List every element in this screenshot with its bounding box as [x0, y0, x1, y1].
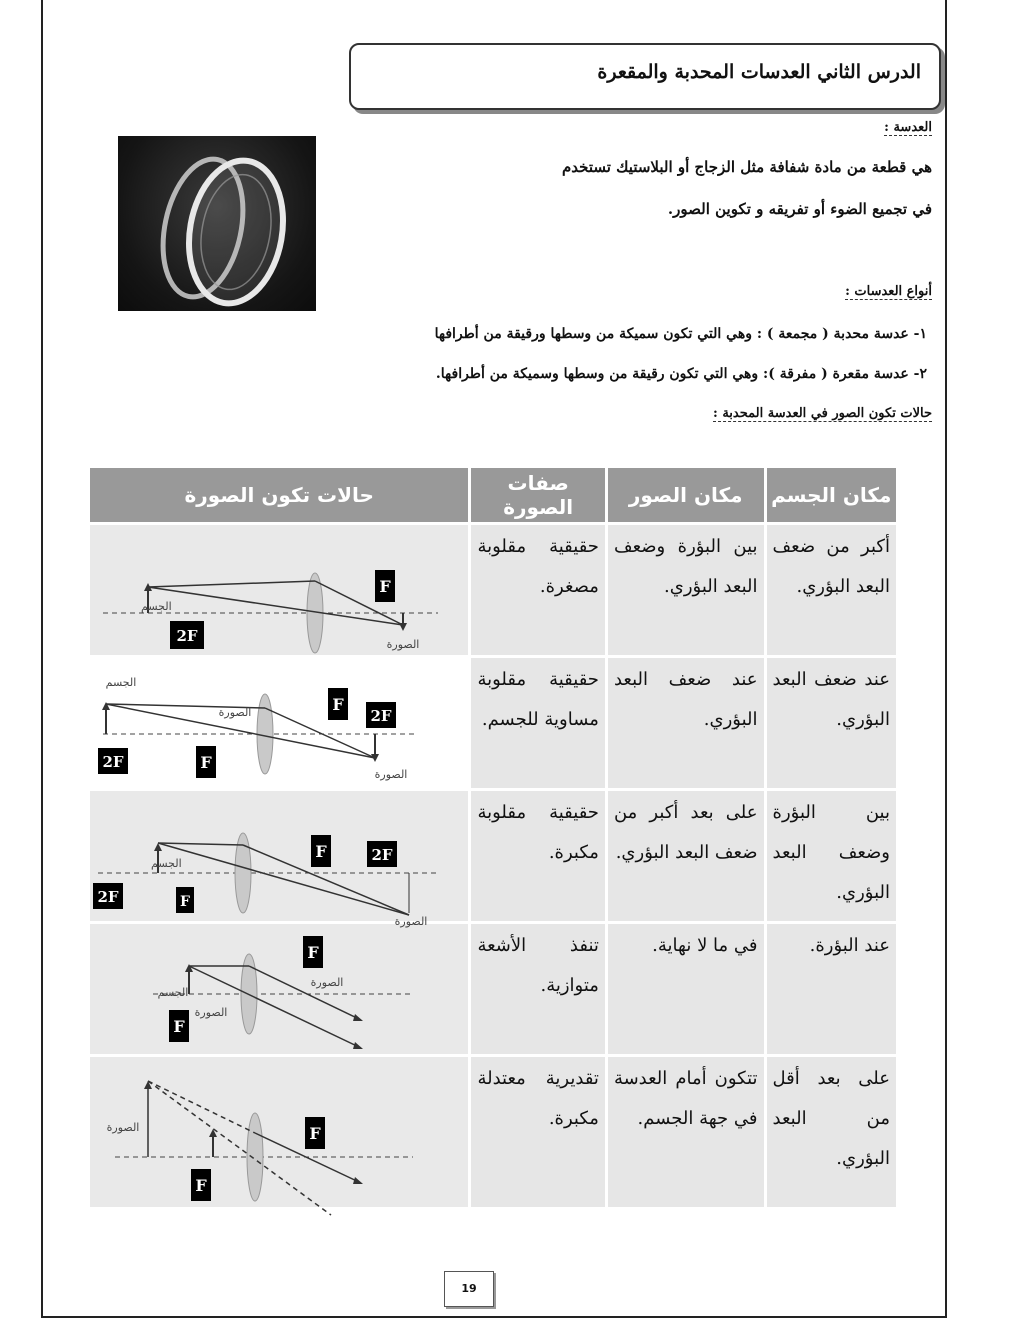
header-image-position: مكان الصور — [608, 468, 764, 522]
cell-image-position: تتكون أمام العدسة في جهة الجسم. — [608, 1057, 764, 1207]
focal-point-label: F — [180, 894, 191, 910]
page-number: 19 — [444, 1271, 494, 1307]
image-label: الصورة — [375, 768, 408, 781]
object-label: الجسم — [106, 676, 137, 689]
cell-image-properties: حقيقية مقلوبة مكبرة. — [471, 791, 605, 921]
definition-line-2: في تجميع الضوء أو تفريقه و تكوين الصور. — [667, 200, 932, 218]
table-row — [90, 924, 896, 1054]
lens-photo-drawing — [118, 136, 316, 311]
cell-image-properties: تقديرية معتدلة مكبرة. — [471, 1057, 605, 1207]
ray-diagram-1 — [93, 525, 468, 655]
ray-diagram-3 — [93, 791, 468, 928]
double-focal-label: 2F — [176, 627, 198, 645]
object-label: الجسم — [151, 857, 183, 870]
focal-point-label: F — [309, 1124, 322, 1143]
image-label: الصورة — [195, 1006, 228, 1019]
cell-image-position: في ما لا نهاية. — [608, 924, 764, 1054]
focal-point-label: F — [379, 577, 392, 596]
focal-point-label: F — [200, 753, 213, 772]
lesson-title: الدرس الثاني العدسات المحدبة والمقعرة — [597, 61, 921, 83]
table-row — [90, 525, 896, 655]
cell-object-position: على بعد أقل من البعد البؤري. — [767, 1057, 896, 1207]
ray-diagram-5 — [93, 1057, 468, 1207]
image-formation-table — [87, 465, 899, 1210]
cell-image-position: على بعد أكبر من ضعف البعد البؤري. — [608, 791, 764, 921]
ray-diagram-cell — [90, 658, 468, 788]
image-label: الصورة — [387, 638, 420, 651]
focal-point-label: F — [332, 695, 345, 714]
ray-diagram-2 — [93, 658, 468, 788]
focal-point-label: F — [195, 1176, 208, 1195]
ray-diagram-cell — [90, 791, 468, 928]
cell-image-position: بين البؤرة وضعف البعد البؤري. — [608, 525, 764, 655]
cell-image-properties: تنفذ الأشعة متوازية. — [471, 924, 605, 1054]
object-label: الجسم — [141, 600, 173, 613]
lesson-title-box — [349, 43, 941, 110]
focal-point-label: F — [315, 842, 328, 861]
lens-type-convex: ١- عدسة محدبة ( مجمعة ) : وهي التي تكون سميكة من وسطها ورقيقة من أطرافها — [434, 326, 927, 342]
double-focal-label: 2F — [371, 846, 393, 864]
table-row — [90, 1057, 896, 1207]
header-formation-cases: حالات تكون الصورة — [90, 468, 468, 522]
cell-image-position: عند ضعف البعد البؤري. — [608, 658, 764, 788]
focal-point-label: F — [307, 943, 320, 962]
image-label: الصورة — [395, 915, 428, 928]
ray-diagram-cell — [90, 1057, 468, 1207]
cell-object-position: عند ضعف البعد البؤري. — [767, 658, 896, 788]
lens-photo — [118, 136, 316, 311]
double-focal-label: 2F — [370, 707, 392, 725]
double-focal-label: 2F — [102, 753, 124, 771]
double-focal-label: 2F — [97, 888, 119, 906]
lens-type-concave: ٢- عدسة مقعرة ( مفرقة ): وهي التي تكون رقيقة من وسطها وسميكة من أطرافها. — [435, 366, 927, 382]
image-cases-label: حالات تكون الصور في العدسة المحدبة : — [713, 406, 932, 421]
image-label: الصورة — [311, 976, 344, 989]
focal-point-label: F — [173, 1017, 186, 1036]
image-label: الصورة — [219, 706, 252, 719]
definition-line-1: هي قطعة من مادة شفافة مثل الزجاج أو البلاستيك تستخدم — [562, 158, 932, 176]
image-label: الصورة — [107, 1121, 140, 1134]
ray-diagram-cell — [90, 525, 468, 655]
header-object-position: مكان الجسم — [767, 468, 896, 522]
object-label: الجسم — [158, 986, 189, 999]
cell-object-position: عند البؤرة. — [767, 924, 896, 1054]
table-row — [90, 658, 896, 788]
table-row — [90, 791, 896, 921]
cell-image-properties: حقيقية مقلوبة مساوية للجسم. — [471, 658, 605, 788]
header-image-properties: صفات الصورة — [471, 468, 605, 522]
definition-label: العدسة : — [884, 120, 932, 135]
cell-image-properties: حقيقية مقلوبة مصغرة. — [471, 525, 605, 655]
table-header-row — [90, 468, 896, 522]
cell-object-position: أكبر من ضعف البعد البؤري. — [767, 525, 896, 655]
lens-types-label: أنواع العدسات : — [845, 284, 932, 299]
ray-diagram-4 — [93, 924, 468, 1054]
ray-diagram-cell — [90, 924, 468, 1054]
cell-object-position: بين البؤرة وضعف البعد البؤري. — [767, 791, 896, 921]
